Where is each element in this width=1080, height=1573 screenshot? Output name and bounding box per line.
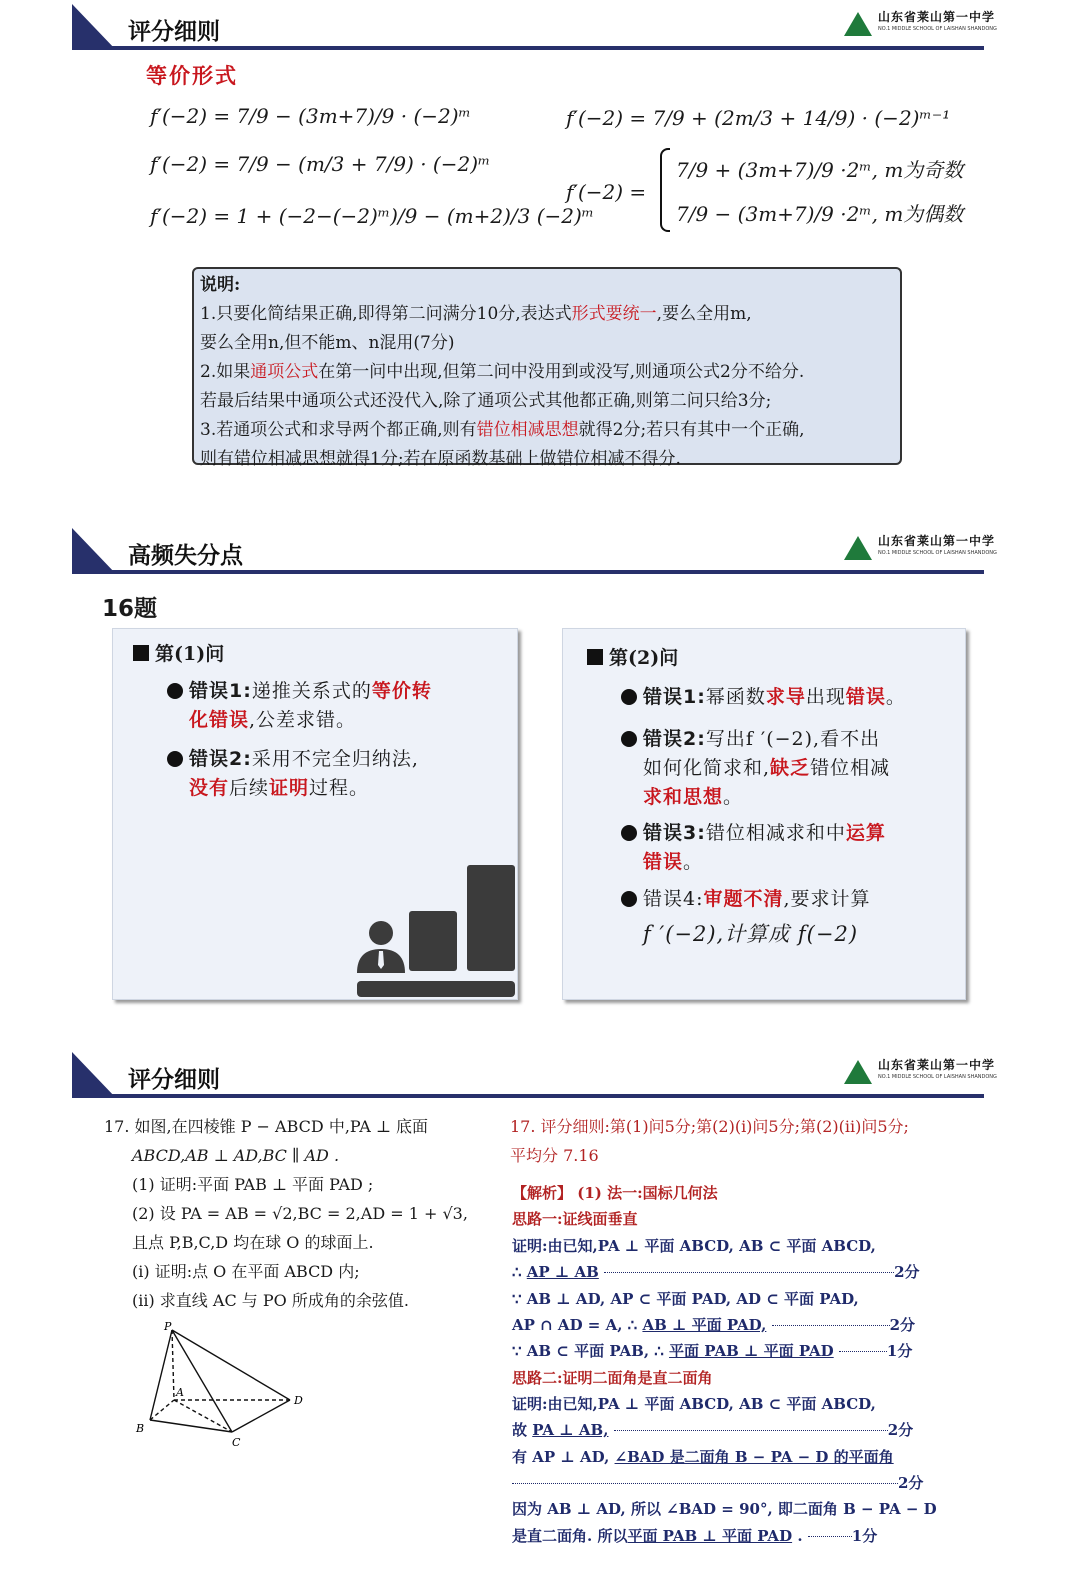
label-P: P <box>164 1320 172 1333</box>
panel-head: 第(1)问 <box>133 639 224 666</box>
section-title: 评分细则 <box>128 19 220 45</box>
formula-5-odd: 7/9 + (3m+7)/9 ·2ᵐ, m为奇数 <box>676 158 964 182</box>
p2-error-4: 错误4:审题不清,要求计算 f ′(−2),计算成 f(−2) <box>643 885 959 954</box>
label-D: D <box>294 1394 303 1407</box>
p1-error-2: 错误2:采用不完全归纳法, 没有后续证明过程。 <box>189 745 499 803</box>
formula-1: f′(−2) = 7/9 − (3m+7)/9 · (−2)ᵐ <box>150 104 471 128</box>
note-line-1: 1.只要化简结果正确,即得第二问满分10分,表达式形式要统一,要么全用m, <box>200 304 752 324</box>
formula-2: f′(−2) = 7/9 − (m/3 + 7/9) · (−2)ᵐ <box>150 152 491 176</box>
bullet-icon <box>167 683 183 699</box>
panel-part1 <box>112 628 518 1000</box>
mountain-icon <box>844 536 872 560</box>
label-C: C <box>232 1436 241 1449</box>
school-logo <box>844 1054 997 1088</box>
header-triangle <box>72 4 116 50</box>
header-triangle <box>72 1052 116 1098</box>
header-triangle <box>72 528 116 574</box>
q17-line-3: (1) 证明:平面 PAB ⊥ 平面 PAD ; <box>132 1175 374 1194</box>
header-rule <box>72 46 984 50</box>
formula-4: f′(−2) = 7/9 + (2m/3 + 14/9) · (−2)ᵐ⁻¹ <box>566 106 951 130</box>
equiv-title: 等价形式 <box>146 63 238 88</box>
sol-line-11: 2分 <box>512 1470 923 1496</box>
logo-en: NO.1 MIDDLE SCHOOL OF LAISHAN SHANDONG <box>878 1074 997 1080</box>
label-A: A <box>176 1386 184 1399</box>
p1-error-1: 错误1:递推关系式的等价转 化错误,公差求错。 <box>189 677 499 735</box>
section-header-errors <box>72 528 997 574</box>
section-header-scoring-2 <box>72 1052 997 1098</box>
bullet-icon <box>621 731 637 747</box>
sol-line-13: 是直二面角. 所以平面 PAB ⊥ 平面 PAD . 1分 <box>512 1527 878 1545</box>
q17-line-5: 且点 P,B,C,D 均在球 O 的球面上. <box>132 1233 374 1252</box>
sol-line-6: ∵ AB ⊂ 平面 PAB, ∴ 平面 PAB ⊥ 平面 PAD 1分 <box>512 1342 913 1360</box>
bullet-icon <box>621 689 637 705</box>
note-line-4: 若最后结果中通项公式还没代入,除了通项公式其他都正确,则第二问只给3分; <box>200 391 772 411</box>
brace <box>660 148 670 232</box>
logo-cn: 山东省莱山第一中学 <box>878 1058 996 1072</box>
sol-head: 17. 评分细则:第(1)问5分;第(2)(i)问5分;第(2)(ii)问5分; <box>510 1117 909 1136</box>
sol-line-1: 思路一:证线面垂直 <box>512 1210 638 1228</box>
school-logo <box>844 530 997 564</box>
q17-line-7: (ii) 求直线 AC 与 PO 所成角的余弦值. <box>132 1291 409 1310</box>
formula-5-lhs: f′(−2) = <box>566 180 647 204</box>
mountain-icon <box>844 12 872 36</box>
sol-avg: 平均分 7.16 <box>510 1146 599 1165</box>
q17-line-4: (2) 设 PA = AB = √2,BC = 2,AD = 1 + √3, <box>132 1204 468 1223</box>
section-header-scoring <box>72 4 997 50</box>
sol-line-12: 因为 AB ⊥ AD, 所以 ∠BAD = 90°, 即二面角 B − PA − D <box>512 1500 937 1518</box>
sol-line-3: ∴ AP ⊥ AB 2分 <box>512 1263 920 1281</box>
logo-en: NO.1 MIDDLE SCHOOL OF LAISHAN SHANDONG <box>878 26 997 32</box>
q17-line-6: (i) 证明:点 O 在平面 ABCD 内; <box>132 1262 360 1281</box>
q16-title: 16题 <box>102 596 158 622</box>
logo-cn: 山东省莱山第一中学 <box>878 534 996 548</box>
sol-line-8: 证明:由已知,PA ⊥ 平面 ABCD, AB ⊂ 平面 ABCD, <box>512 1395 876 1413</box>
header-rule <box>72 570 984 574</box>
sol-line-0: 【解析】 (1) 法一:国标几何法 <box>512 1184 718 1202</box>
bullet-icon <box>621 891 637 907</box>
pyramid-figure <box>130 1318 310 1450</box>
p2-error-1: 错误1:幂函数求导出现错误。 <box>643 683 953 712</box>
sol-line-9: 故 PA ⊥ AB, 2分 <box>512 1421 914 1439</box>
sol-line-4: ∵ AB ⊥ AD, AP ⊂ 平面 PAD, AD ⊂ 平面 PAD, <box>512 1290 859 1308</box>
sol-line-2: 证明:由已知,PA ⊥ 平面 ABCD, AB ⊂ 平面 ABCD, <box>512 1237 876 1255</box>
square-bullet-icon <box>133 645 149 661</box>
note-line-2: 要么全用n,但不能m、n混用(7分) <box>200 333 455 353</box>
formula-5-even: 7/9 − (3m+7)/9 ·2ᵐ, m为偶数 <box>676 202 964 226</box>
sol-line-7: 思路二:证明二面角是直二面角 <box>512 1369 713 1387</box>
section-title: 高频失分点 <box>128 543 243 569</box>
panel-head: 第(2)问 <box>587 643 678 670</box>
bullet-icon <box>167 751 183 767</box>
logo-en: NO.1 MIDDLE SCHOOL OF LAISHAN SHANDONG <box>878 550 997 556</box>
panel-part2 <box>562 628 966 1000</box>
header-rule <box>72 1094 984 1098</box>
presenter-chart-illustration <box>353 861 519 1001</box>
formula-3: f′(−2) = 1 + (−2−(−2)ᵐ)/9 − (m+2)/3 (−2)ᵐ <box>150 204 595 228</box>
note-line-3: 2.如果通项公式在第一问中出现,但第二问中没用到或没写,则通项公式2分不给分. <box>200 362 805 382</box>
q17-line-2: ABCD,AB ⊥ AD,BC ∥ AD . <box>132 1146 340 1165</box>
sol-line-10: 有 AP ⊥ AD, ∠BAD 是二面角 B − PA − D 的平面角 <box>512 1448 894 1466</box>
sol-line-5: AP ∩ AD = A, ∴ AB ⊥ 平面 PAD, 2分 <box>512 1316 916 1334</box>
label-B: B <box>136 1422 145 1435</box>
section-title: 评分细则 <box>128 1067 220 1093</box>
note-box <box>192 267 902 469</box>
square-bullet-icon <box>587 649 603 665</box>
logo-cn: 山东省莱山第一中学 <box>878 10 996 24</box>
p2-error-2: 错误2:写出f ′(−2),看不出 如何化简求和,缺乏错位相减 求和思想。 <box>643 725 959 812</box>
p2-error-3: 错误3:错位相减求和中运算 错误。 <box>643 819 953 877</box>
school-logo <box>844 6 997 40</box>
note-line-6: 则有错位相减思想就得1分;若在原函数基础上做错位相减不得分. <box>200 449 681 469</box>
bullet-icon <box>621 825 637 841</box>
mountain-icon <box>844 1060 872 1084</box>
note-head: 说明: <box>200 275 241 295</box>
note-line-5: 3.若通项公式和求导两个都正确,则有错位相减思想就得2分;若只有其中一个正确, <box>200 420 805 440</box>
q17-line-1: 17. 如图,在四棱锥 P − ABCD 中,PA ⊥ 底面 <box>104 1117 428 1136</box>
